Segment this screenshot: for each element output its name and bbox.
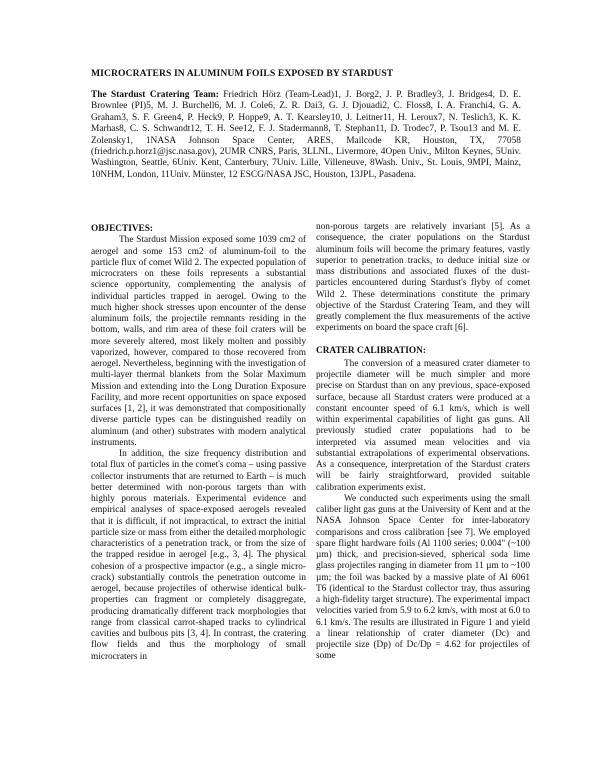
objectives-paragraph-2: In addition, the size frequency distribution and total flux of particles in the comet's coma – using passive collector instruments that are returned to Earth – is much better determined with non-porous targets than with highly porous materials. Experimental evidence and empirical analyses of space-exposed aerogels revealed that it is difficult, if not impractical, to extract the initial particle size or mass from either the detailed morphologic characteristics of a penetration track, or from the size of the trapped residue in aerogel [e.g., 3, 4]. The physical cohesion of a prospective impactor (e.g., a single micro-crack) substantially controls the penetration outcome in aerogel, because projectiles of otherwise identical bulk-properties can fragment or completely disaggregate, producing dramatically different track morphologies that range from classical carrot-shaped tracks to cylindrical cavities and bulbous pits [3, 4]. In contrast, the cratering flow fields and thus the morphology of small microcraters in — [91, 449, 306, 662]
calibration-paragraph-1: The conversion of a measured crater diameter to projectile diameter will be much simpler and more precise on Stardust than on any previous, space-exposed surface, because all Stardust craters were produced at a constant encounter speed of 6.1 km/s, which is well within experimental capabilities of light gas guns. All previously studied crater populations had to be interpreted via assumed mean velocities and via substantial extrapolations of experimental observations. As a consequence, interpretation of the Stardust craters will be fairly straightforward, provided suitable calibration experiments exist. — [316, 358, 530, 493]
team-name: The Stardust Cratering Team: — [91, 90, 219, 100]
paper-title: MICROCRATERS IN ALUMINUM FOILS EXPOSED BY STARDUST — [91, 68, 394, 79]
crater-calibration-heading: CRATER CALIBRATION: — [316, 345, 426, 356]
objectives-continuation: non-porous targets are relatively invariant [5]. As a consequence, the crater populations on the Stardust aluminum foils will become the primary features, vastly superior to penetration tracks, to deduce initial size or mass distributions and associated fluxes of the dust-particles encountered during Stardust's flyby of comet Wild 2. These determinations constitute the primary objective of the Stardust Cratering Team, and they will greatly complement the flux measurements of the active experiments on board the space craft [6]. — [316, 222, 530, 334]
calibration-paragraph-2: We conducted such experiments using the small caliber light gas guns at the University of Kent and at the NASA Johnson Space Center for inter-laboratory comparisons and cross calibration [see 7]. We employed spare flight hardware foils (Al 1100 series; 0.004" (~100 µm) thick, and precision-sieved, spherical soda lime glass projectiles ranging in diameter from 11 µm to ~100 µm; the foil was backed by a massive plate of Al 6061 T6 (identical to the Stardust collector tray, thus assuring a high-fidelity target structure). The experimental impact velocities varied from 5.9 to 6.2 km/s, with most at 6.0 to 6.1 km/s. The results are illustrated in Figure 1 and yield a linear relationship of crater diameter (Dc) and projectile size (Dp) of Dc/Dp = 4.62 for projectiles of some — [316, 493, 530, 662]
left-column — [91, 224, 306, 663]
right-column — [316, 222, 530, 663]
objectives-paragraph-1: The Stardust Mission exposed some 1039 cm2 of aerogel and some 153 cm2 of aluminum-foil to the particle flux of comet Wild 2. The expected population of microcraters on these foils represents a substantial science opportunity, complementing the analysis of individual particles trapped in aerogel. Owing to the much higher shock stresses upon encounter of the dense aluminum foils, the projectile remnants residing in the bottom, walls, and rim area of these foil craters will be more severely altered, most likely molten and possibly vaporized, however, compared to those recovered from aerogel. Nevertheless, beginning with the investigation of multi-layer thermal blankets from the Solar Maximum Mission and extending into the Long Duration Exposure Facility, and more recent opportunities on space exposed surfaces [1, 2], it was demonstrated that compositionally diverse particle types can be distinguished readily on aluminum (and other) substrates with modern analytical instruments. — [91, 235, 306, 448]
author-list: Friedrich Hörz (Team-Lead)1, J. Borg2, J. P. Bradley3, J. Bridges4, D. E. Brownlee (PI)5, M. J. Burchell6, M. J. Cole6, Z. R. Dai3, G. J. Djouadi2, C. Floss8, I. A. Franchi4, G. A. Graham3, S. F. Green4, P. Heck9, P. Hoppe9, A. T. Kearsley10, J. Leitner11, H. Leroux7, N. Teslich3, K. K. Marhas8, C. S. Schwandt12, T. H. See12, F. J. Stadermann8, T. Stephan11, D. Trodec7, P. Tsou13 and M. E. Zolensky1, 1NASA Johnson Space Center, ARES, Mailcode KR, Houston, TX, 77058 (friedrich.p.horz1@jsc.nasa.gov), 2UMR CNRS, Paris, 3LLNL, Livermore, 4Open Univ., Milton Keynes, 5Univ. Washington, Seattle, 6Univ. Kent, Canterbury, 7Univ. Lille, Villeneuve, 8Wash. Univ., St. Louis, 9MPI, Mainz, 10NHM, London, 11Univ. Münster, 12 ESCG/NASA JSC, Houston, 13JPL, Pasadena. — [91, 90, 521, 180]
objectives-heading: OBJECTIVES: — [91, 224, 153, 234]
author-block — [91, 90, 521, 181]
